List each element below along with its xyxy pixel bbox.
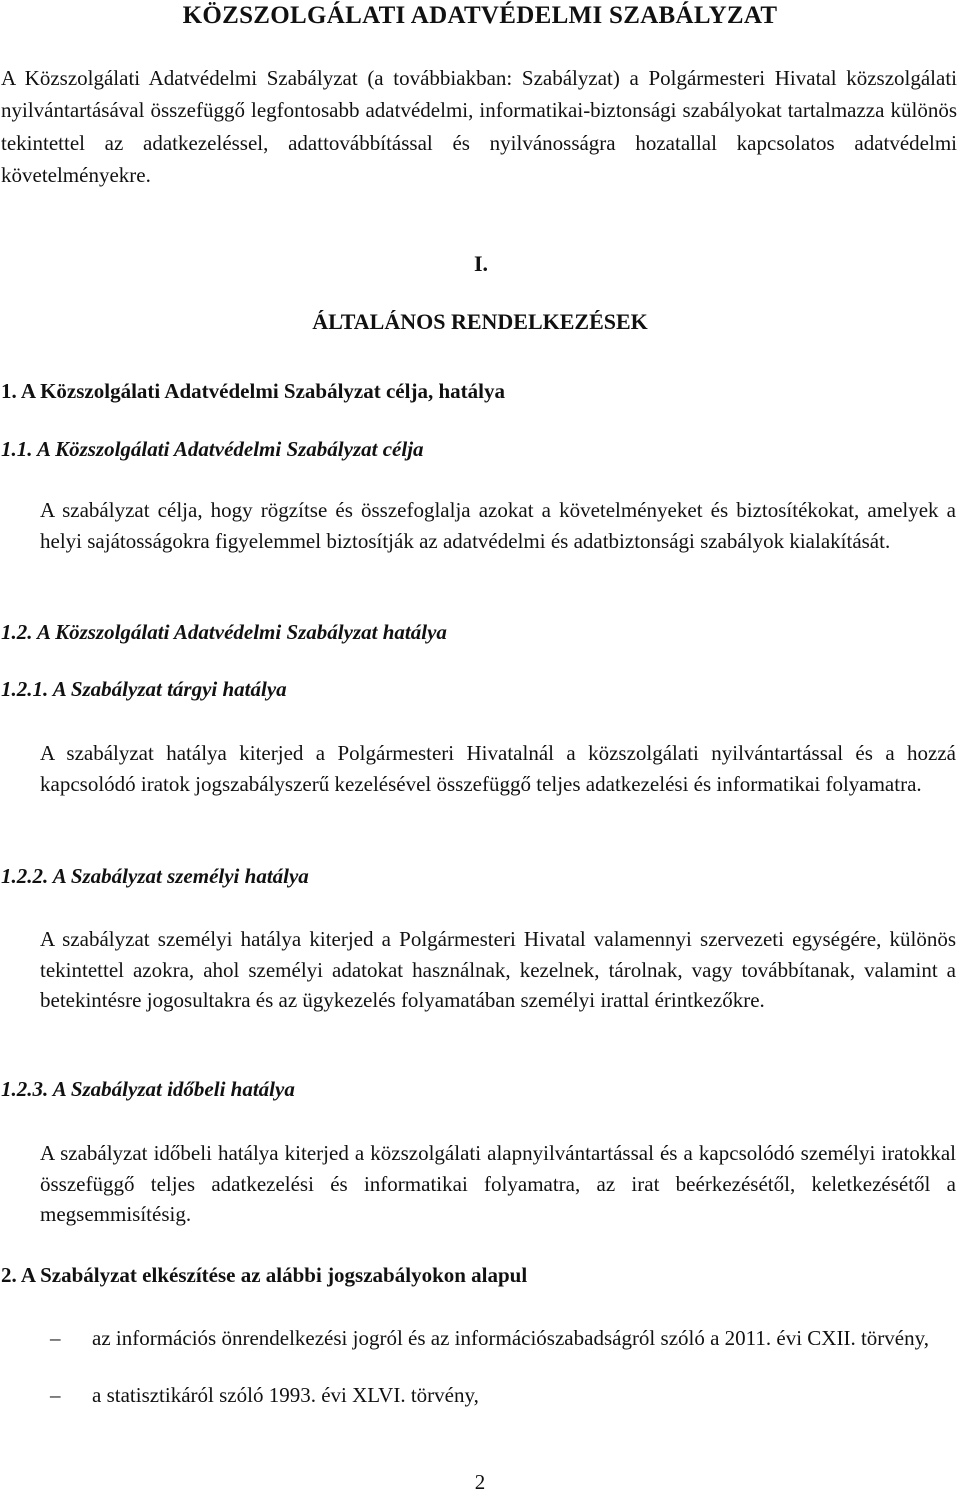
section-1-2-2-heading: 1.2.2. A Szabályzat személyi hatálya (1, 864, 309, 888)
chapter-number: I. (473, 251, 489, 276)
section-1-2-1-paragraph: A szabályzat hatálya kiterjed a Polgármesteri Hivatalnál a közszolgálati nyilvántartással és a hozzá kapcsolódó iratok jogszabályszerű kezelésével összefüggő teljes adatkezelési és informatikai folyamatra. (40, 741, 956, 796)
list-item (40, 1323, 940, 1353)
section-1-1-paragraph: A szabályzat célja, hogy rögzítse és összefoglalja azokat a követelményeket és biztosítékokat, amelyek a helyi sajátosságokra figyelemmel biztosítják az adatvédelmi és adatbiztonsági szabályok kialakítását. (40, 498, 956, 553)
section-1-2-3-paragraph: A szabályzat időbeli hatálya kiterjed a közszolgálati alapnyilvántartással és a kapcsolódó személyi iratokkal összefüggő teljes adatkezelési és informatikai folyamatra, az irat beérkezésétől, keletkezésétől a megsemmisítésig. (40, 1141, 956, 1226)
document-title: KÖZSZOLGÁLATI ADATVÉDELMI SZABÁLYZAT (182, 2, 778, 29)
intro-paragraph: A Közszolgálati Adatvédelmi Szabályzat (a továbbiakban: Szabályzat) a Polgármesteri Hivatal közszolgálati nyilvántartásával összefüggő legfontosabb adatvédelmi, informatikai-biztonsági szabályokat tartalmazza különös tekintettel az adatkezeléssel, adattovábbítással és nyilvánosságra hozatallal kapcsolatos adatvédelmi követelményekre. (1, 66, 957, 187)
list-item (40, 1380, 940, 1410)
legal-basis-list (40, 1323, 940, 1437)
section-1-2-1-heading: 1.2.1. A Szabályzat tárgyi hatálya (1, 677, 287, 701)
dash-bullet-icon: – (50, 1326, 61, 1350)
section-1-1-heading: 1.1. A Közszolgálati Adatvédelmi Szabályzat célja (1, 437, 424, 461)
list-item-text: az információs önrendelkezési jogról és az információszabadságról szóló a 2011. évi CXII. törvény, (92, 1326, 929, 1350)
dash-bullet-icon: – (50, 1383, 61, 1407)
page-number: 2 (474, 1470, 486, 1494)
section-1-2-heading: 1.2. A Közszolgálati Adatvédelmi Szabályzat hatálya (1, 620, 447, 644)
chapter-title: ÁLTALÁNOS RENDELKEZÉSEK (312, 309, 648, 334)
section-2-heading: 2. A Szabályzat elkészítése az alábbi jogszabályokon alapul (1, 1263, 528, 1287)
list-item-text: a statisztikáról szóló 1993. évi XLVI. törvény, (92, 1383, 479, 1407)
section-1-heading: 1. A Közszolgálati Adatvédelmi Szabályzat célja, hatálya (1, 379, 505, 403)
section-1-2-3-heading: 1.2.3. A Szabályzat időbeli hatálya (1, 1077, 295, 1101)
section-1-2-2-paragraph: A szabályzat személyi hatálya kiterjed a Polgármesteri Hivatal valamennyi szervezeti egységére, különös tekintettel azokra, ahol személyi adatokat használnak, kezelnek, tárolnak, vagy továbbítanak, valamint a betekintésre jogosultakra és az ügykezelés folyamatában személyi irattal érintkezőkre. (40, 927, 956, 1012)
